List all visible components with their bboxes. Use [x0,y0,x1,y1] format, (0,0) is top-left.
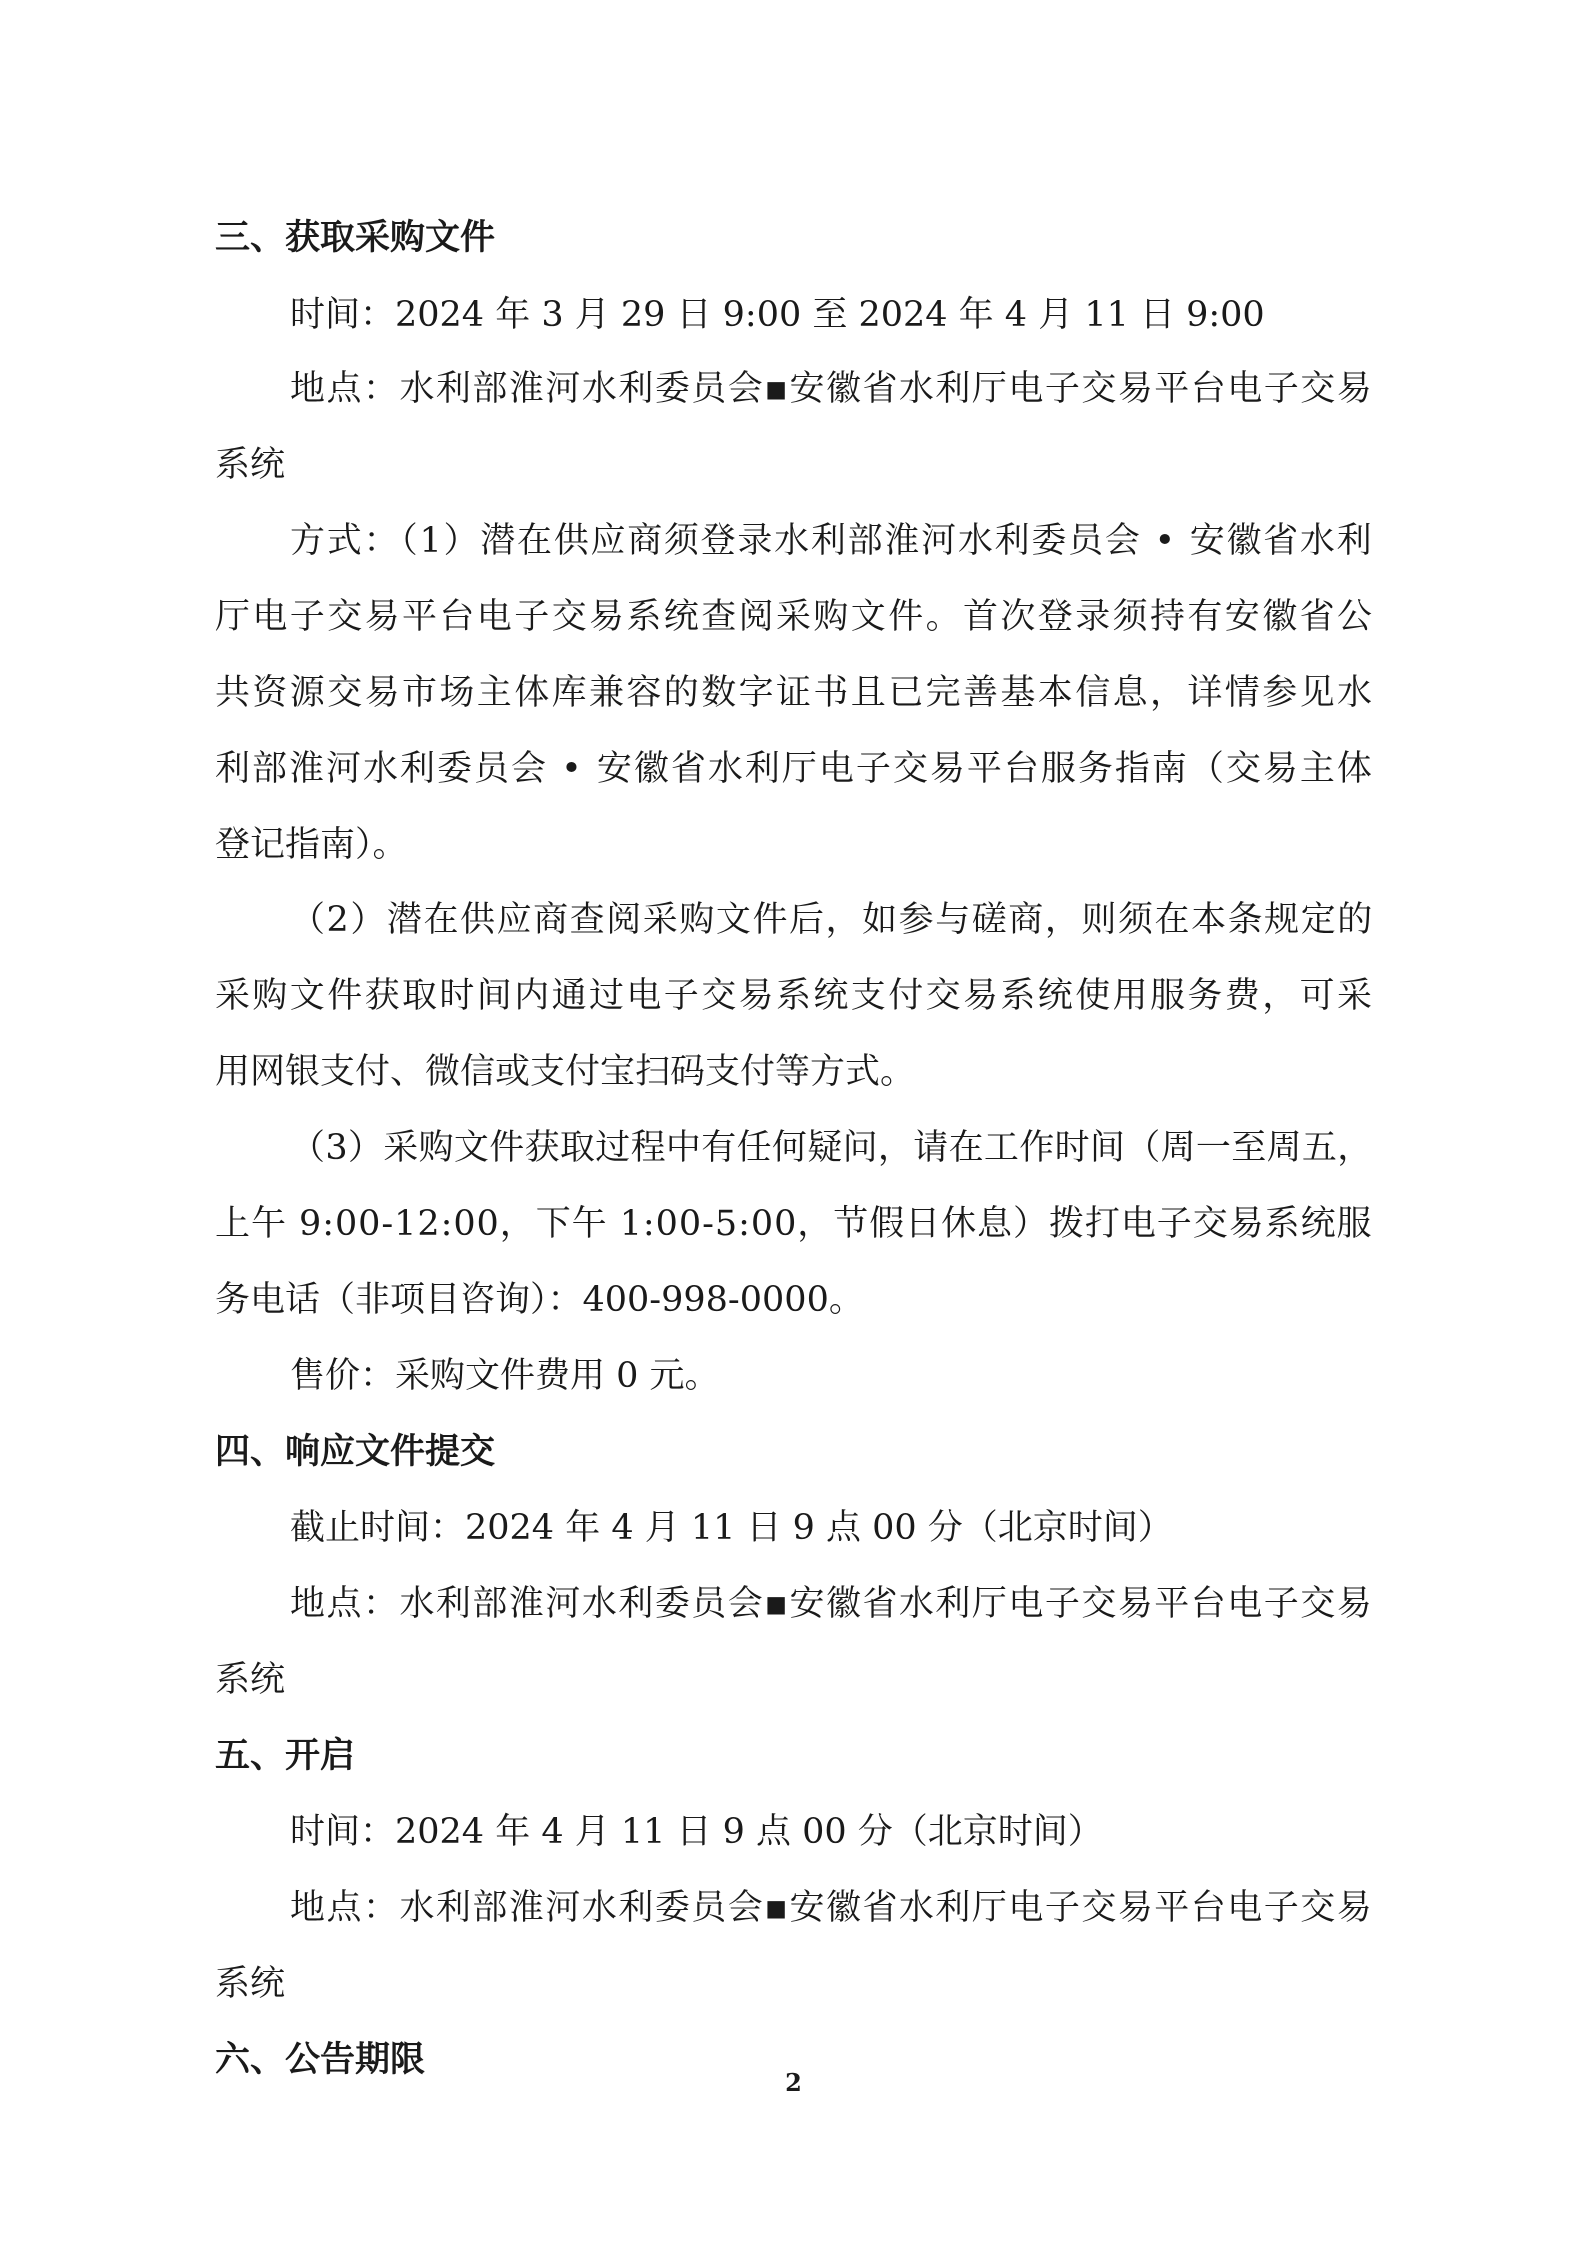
section-heading-3: 三、获取采购文件 [215,218,496,258]
body-line: 采购文件获取时间内通过电子交易系统支付交易系统使用服务费，可采 [215,976,1375,1016]
body-line: 时间：2024 年 4 月 11 日 9 点 00 分（北京时间） [290,1812,1103,1852]
body-line: （3）采购文件获取过程中有任何疑问，请在工作时间（周一至周五， [290,1128,1373,1168]
page-number: 2 [785,2068,802,2097]
body-line: 上午 9:00-12:00，下午 1:00-5:00，节假日休息）拨打电子交易系统服 [215,1204,1373,1244]
body-line: 截止时间：2024 年 4 月 11 日 9 点 00 分（北京时间） [290,1508,1173,1548]
section-heading-4: 四、响应文件提交 [215,1432,496,1472]
body-line: 共资源交易市场主体库兼容的数字证书且已完善基本信息，详情参见水 [215,673,1375,713]
body-line: 方式：（1）潜在供应商须登录水利部淮河水利委员会 • 安徽省水利 [290,521,1374,561]
section-heading-6: 六、公告期限 [215,2040,426,2080]
body-line: （2）潜在供应商查阅采购文件后，如参与磋商，则须在本条规定的 [290,900,1374,940]
body-line: 时间：2024 年 3 月 29 日 9:00 至 2024 年 4 月 11 日 9:00 [290,295,1265,335]
body-line: 地点：水利部淮河水利委员会▪安徽省水利厅电子交易平台电子交易 [290,1888,1374,1928]
body-line: 地点：水利部淮河水利委员会▪安徽省水利厅电子交易平台电子交易 [290,369,1374,409]
body-line: 系统 [215,1660,286,1700]
body-line: 系统 [215,1964,286,2004]
body-line: 用网银支付、微信或支付宝扫码支付等方式。 [215,1052,916,1092]
body-line: 务电话（非项目咨询）：400-998-0000。 [215,1280,864,1320]
body-line: 地点：水利部淮河水利委员会▪安徽省水利厅电子交易平台电子交易 [290,1584,1374,1624]
body-line: 系统 [215,445,286,485]
body-line: 厅电子交易平台电子交易系统查阅采购文件。首次登录须持有安徽省公 [215,597,1375,637]
section-heading-5: 五、开启 [215,1736,356,1776]
body-line: 利部淮河水利委员会 • 安徽省水利厅电子交易平台服务指南（交易主体 [215,749,1374,789]
body-line: 登记指南）。 [215,825,408,865]
body-line: 售价：采购文件费用 0 元。 [290,1356,720,1396]
